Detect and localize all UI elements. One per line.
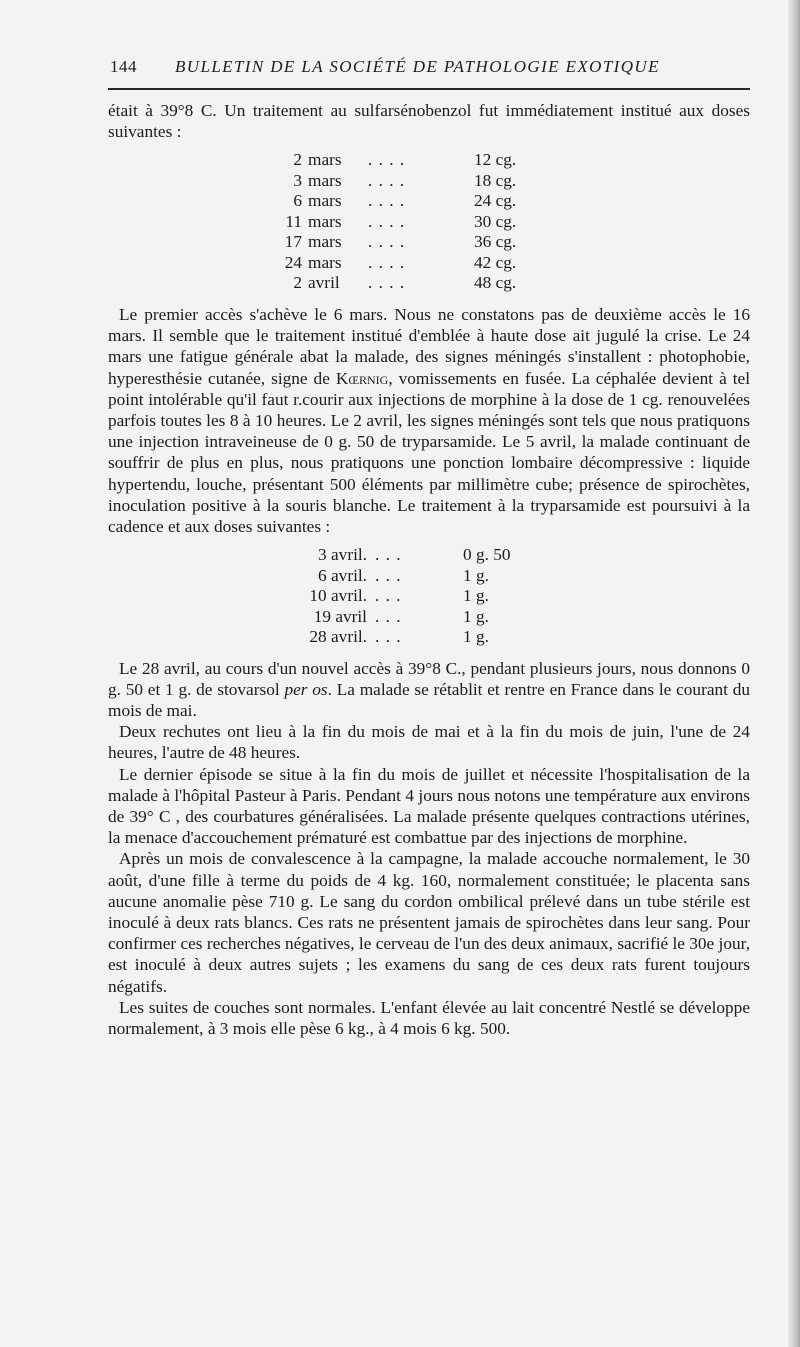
dose-day: 6 — [293, 191, 302, 211]
scan-edge — [788, 0, 800, 1347]
dose-month: mars — [308, 191, 342, 211]
paragraph-hospitalisation: Le dernier épisode se situe à la fin du mois de juillet et nécessite l'hospitalisation de la malade à l'hôpital Pasteur à Paris. Pendant 4 jours nous notons une température aux environs de 39° C , des courbatures généralisées. La malade présente quelques contractions utérines, la menace d'accouchement prématuré est combattue par des injections de morphine. — [108, 764, 750, 848]
dose-day: 24 — [284, 252, 302, 272]
leader-dots: . . . — [375, 545, 402, 565]
dose-month: avril — [308, 273, 340, 293]
intro-paragraph: était à 39°8 C. Un traitement au sulfarsénobenzol fut immédiatement institué aux doses suivantes : — [108, 101, 750, 142]
dose-amount: 12 cg. — [474, 150, 517, 170]
dose-date: 6 avril. — [318, 565, 367, 585]
paragraph-text: . La malade se rétablit et rentre en France dans le courant du mois de mai. — [108, 679, 750, 721]
dose-row — [272, 627, 583, 648]
dose-row — [272, 607, 583, 628]
dose-row — [272, 545, 583, 566]
paragraph-relapses: Deux rechutes ont lieu à la fin du mois de mai et à la fin du mois de juin, l'une de 24 heures, l'autre de 48 heures. — [108, 722, 750, 763]
dose-amount: 42 cg. — [474, 252, 517, 272]
dose-row — [272, 253, 594, 274]
paragraph-delivery: Après un mois de convalescence à la campagne, la malade accouche normalement, le 30 août, d'une fille à terme du poids de 4 kg. 160, normalement constituée; le placenta sans aucune anomalie pèse 710 g. Le sang du cordon ombilical prélevé dans un tube stérile est inoculé à deux rats blancs. Ces rats ne présentent jamais de spirochètes dans leur sang. Pour confirmer ces recherches négatives, le cerveau de l'un des deux animaux, sacrifié le 30e jour, est inoculé à deux autres sujets ; les examens du sang de ces deux rats furent toujours négatifs. — [108, 849, 751, 996]
dose-amount: 1 g. — [463, 586, 489, 606]
page-number: 144 — [110, 57, 137, 76]
dose-date: 3 avril. — [318, 545, 367, 565]
dose-row — [272, 566, 583, 587]
dose-day: 2 — [293, 150, 302, 170]
dose-day: 11 — [285, 211, 302, 231]
dose-month: mars — [308, 232, 342, 252]
dose-row — [272, 232, 594, 253]
leader-dots: . . . — [375, 565, 402, 585]
leader-dots: . . . — [375, 586, 402, 606]
dose-row — [272, 171, 594, 192]
sulfarsenobenzol-dose-table — [272, 150, 594, 294]
dose-amount: 36 cg. — [474, 232, 517, 252]
dose-amount: 48 cg. — [474, 273, 517, 293]
dose-row — [272, 586, 583, 607]
dose-day: 3 — [293, 170, 302, 190]
italic-phrase: per os — [284, 679, 328, 699]
dose-date: 19 avril — [313, 606, 367, 626]
article-body — [108, 100, 750, 1039]
dose-row — [272, 191, 594, 212]
dose-month: mars — [308, 252, 342, 272]
page-header — [110, 57, 750, 79]
paragraph-text: Le premier accès s'achève le 6 mars. Nous ne constatons pas de deuxième accès le 16 mars. Il semble que le traitement institué d'emblée à haute dose ait jugulé la crise. Le 24 mars une fatigue générale abat la malade, des signes méningés s'installent : photophobie, hyperesthésie cutanée, signe de — [108, 304, 750, 388]
dose-day: 17 — [284, 232, 302, 252]
leader-dots: . . . . — [368, 232, 406, 252]
dose-amount: 18 cg. — [474, 170, 517, 190]
dose-row — [272, 212, 594, 233]
running-title: BULLETIN DE LA SOCIÉTÉ DE PATHOLOGIE EXOTIQUE — [175, 57, 660, 76]
dose-amount: 30 cg. — [474, 211, 517, 231]
dose-day: 2 — [293, 273, 302, 293]
leader-dots: . . . . — [368, 252, 406, 272]
paragraph-text: Le 28 avril, au cours d'un nouvel accès à 39°8 C., pendant plusieurs jours, nous donnons 0 g. 50 et 1 g. de stovarsol — [108, 658, 750, 699]
leader-dots: . . . . — [368, 273, 406, 293]
paragraph-stovarsol — [108, 658, 750, 722]
paragraph-text: , vomissements en fusée. La céphalée devient à tel point intolérable qu'il faut r.courir aux injections de morphine à la dose de 1 cg. renouvelées parfois toutes les 8 à 10 heures. Le 2 avril, les signes méningés sont tels que nous pratiquons une injection intraveineuse de 0 g. 50 de tryparsamide. Le 5 avril, la malade continuant de souffrir de plus en plus, nous pratiquons une ponction lombaire décompressive : liquide hypertendu, louche, présentant 500 éléments par millimètre cube; présence de spirochètes, inoculation positive à la souris blanche. Le traitement à la tryparsamide est poursuivi à la cadence et aux doses suivantes : — [108, 368, 750, 536]
header-rule — [108, 88, 750, 90]
leader-dots: . . . . — [368, 211, 406, 231]
dose-amount: 0 g. 50 — [463, 545, 511, 565]
leader-dots: . . . — [375, 606, 402, 626]
dose-month: mars — [308, 211, 342, 231]
paragraph-meningeal-signs — [108, 304, 750, 537]
dose-date: 10 avril. — [309, 586, 367, 606]
dose-row — [272, 150, 594, 171]
dose-row — [272, 273, 594, 294]
paragraph-postpartum: Les suites de couches sont normales. L'enfant élevée au lait concentré Nestlé se développe normalement, à 3 mois elle pèse 6 kg., à 4 mois 6 kg. 500. — [108, 997, 750, 1039]
leader-dots: . . . — [375, 627, 402, 647]
leader-dots: . . . . — [368, 150, 406, 170]
tryparsamide-dose-table — [272, 545, 583, 648]
author-name-smallcaps: Kœrnig — [335, 368, 389, 388]
dose-amount: 24 cg. — [474, 191, 517, 211]
leader-dots: . . . . — [368, 170, 406, 190]
dose-amount: 1 g. — [463, 606, 489, 626]
dose-month: mars — [308, 170, 342, 190]
leader-dots: . . . . — [368, 191, 406, 211]
dose-month: mars — [308, 150, 342, 170]
dose-amount: 1 g. — [463, 627, 489, 647]
dose-date: 28 avril. — [309, 627, 367, 647]
dose-amount: 1 g. — [463, 565, 489, 585]
